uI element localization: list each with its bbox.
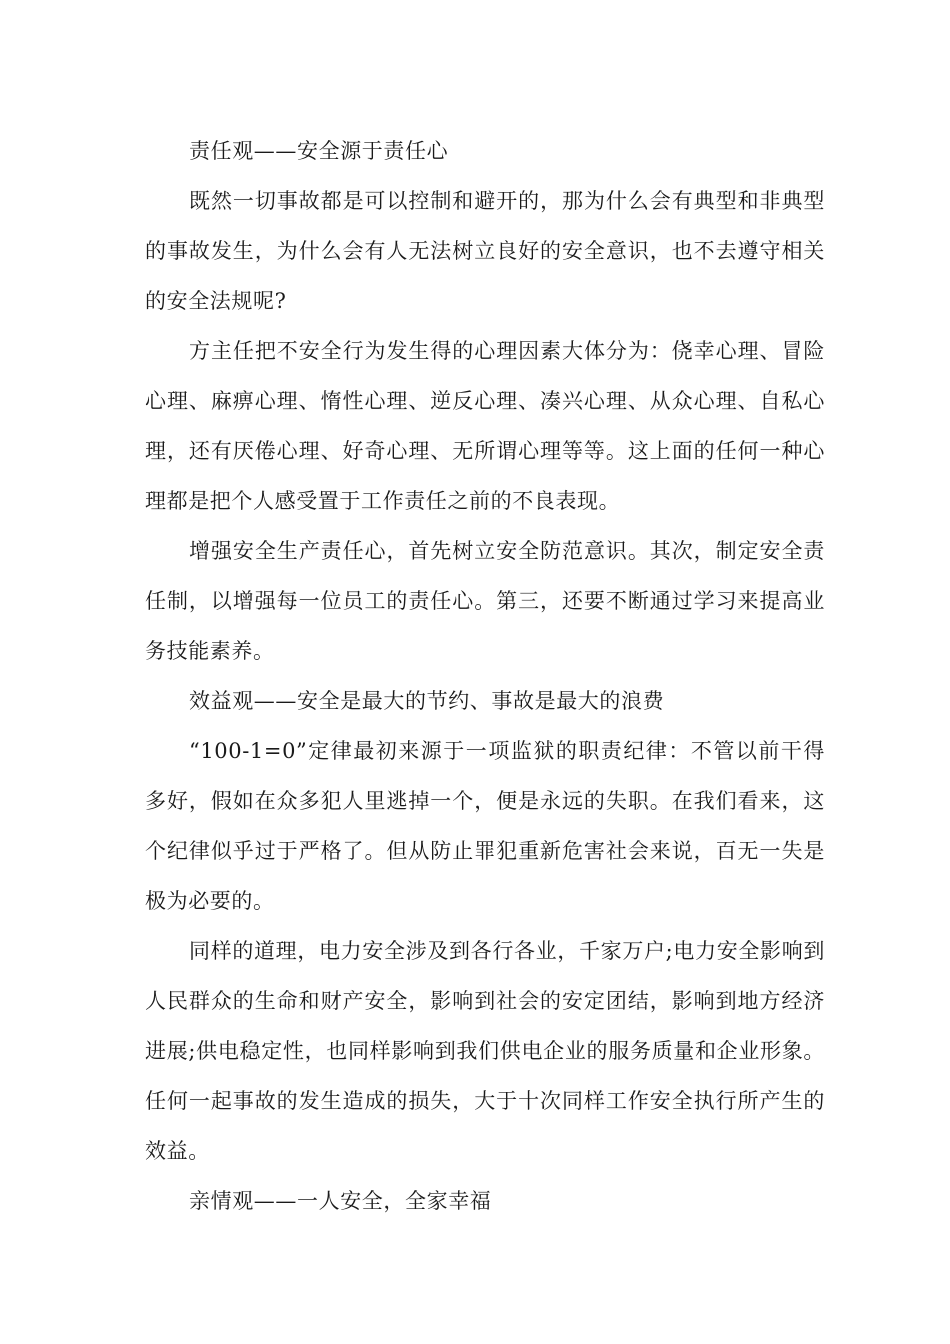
paragraph: 既然一切事故都是可以控制和避开的，那为什么会有典型和非典型的事故发生，为什么会有人无法树立良好的安全意识，也不去遵守相关的安全法规呢?: [145, 189, 825, 313]
paragraph: “100-1=0”定律最初来源于一项监狱的职责纪律：不管以前干得多好，假如在众多犯人里逃掉一个，便是永远的失职。在我们看来，这个纪律似乎过于严格了。但从防止罪犯重新危害社会来说，百无一失是极为必要的。: [145, 739, 825, 913]
paragraph: 方主任把不安全行为发生得的心理因素大体分为：侥幸心理、冒险心理、麻痹心理、惰性心理、逆反心理、凑兴心理、从众心理、自私心理，还有厌倦心理、好奇心理、无所谓心理等等。这上面的任何一种心理都是把个人感受置于工作责任之前的不良表现。: [145, 339, 825, 513]
paragraph: 增强安全生产责任心，首先树立安全防范意识。其次，制定安全责任制，以增强每一位员工的责任心。第三，还要不断通过学习来提高业务技能素养。: [145, 539, 825, 663]
paragraph: 同样的道理，电力安全涉及到各行各业，千家万户;电力安全影响到人民群众的生命和财产安全，影响到社会的安定团结，影响到地方经济进展;供电稳定性，也同样影响到我们供电企业的服务质量和企业形象。任何一起事故的发生造成的损失，大于十次同样工作安全执行所产生的效益。: [145, 939, 825, 1163]
section-heading-family: 亲情观——一人安全，全家幸福: [189, 1189, 492, 1213]
section-heading-benefit: 效益观——安全是最大的节约、事故是最大的浪费: [189, 689, 665, 713]
document-body: [145, 126, 825, 1226]
section-heading-responsibility: 责任观——安全源于责任心: [189, 139, 449, 163]
